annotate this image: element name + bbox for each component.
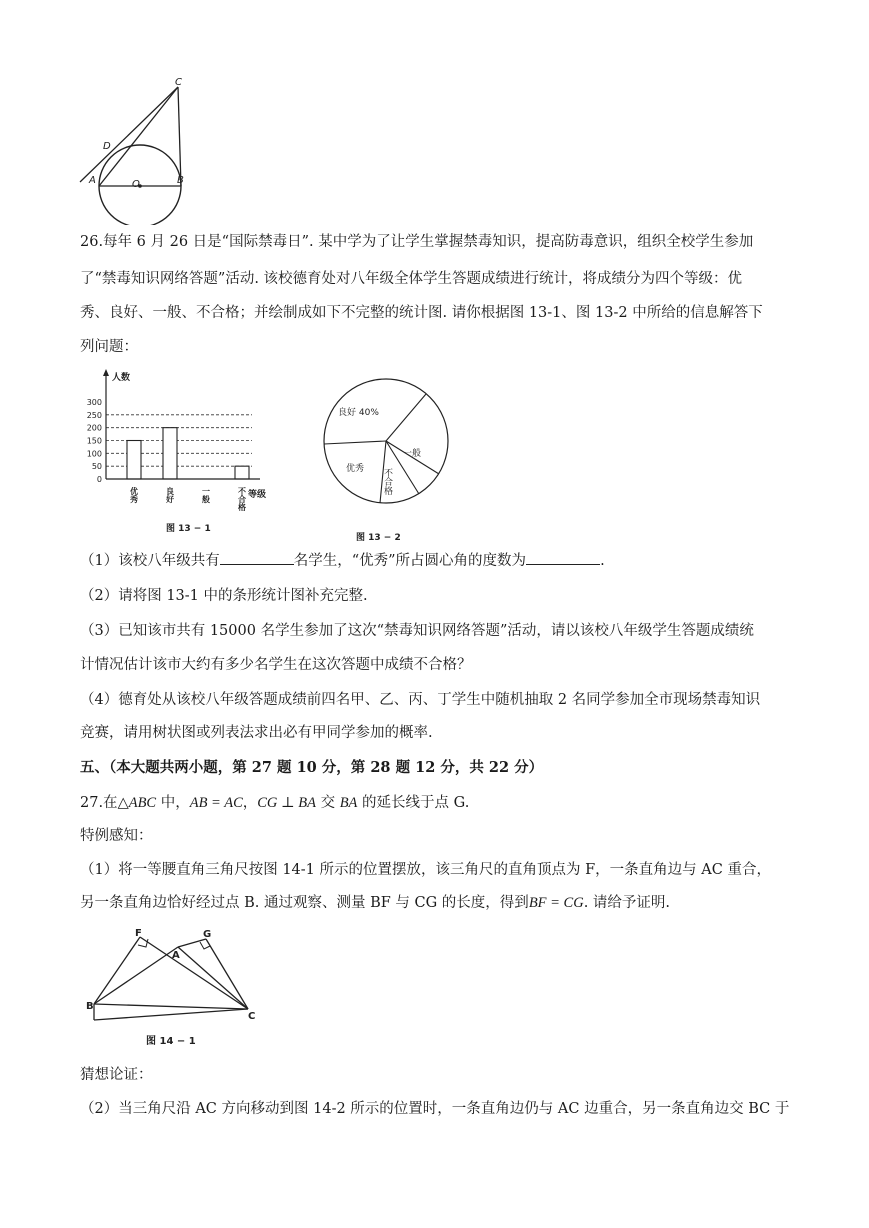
bar-chart-y-arrow — [103, 369, 109, 376]
bar-0 — [127, 441, 141, 480]
q27-text-b: 中， — [156, 795, 190, 811]
bar-chart-category-label: 一般 — [201, 487, 211, 503]
label-f: F — [135, 928, 142, 939]
bar-chart-ytick-label: 250 — [86, 410, 102, 420]
label-a: A — [89, 175, 96, 186]
q27-eq-ab-ac: AB = AC — [189, 795, 243, 811]
q27-part1-text-a: 另一条直角边恰好经过点 B. 通过观察、测量 BF 与 CG 的长度，得到 — [80, 895, 529, 911]
bar-chart-ytick-label: 150 — [86, 436, 102, 446]
pie-chart-title: 图 13 − 2 — [356, 533, 401, 543]
label-d: D — [103, 141, 111, 152]
label-a-14: A — [172, 950, 180, 961]
q27-intro: 27.在 — [80, 795, 118, 811]
bar-chart-ytick-label: 0 — [96, 475, 102, 484]
q27-heading-special: 特例感知： — [80, 828, 153, 844]
q27-part1-line-2 — [80, 893, 670, 913]
q26-sub1-part-b: 名学生，“优秀”所占圆心角的度数为 — [293, 553, 527, 569]
pie-slice-label-good: 良好 40% — [338, 408, 379, 418]
bar-3 — [235, 466, 249, 479]
bar-chart-ytick-label: 300 — [86, 398, 102, 407]
bar-chart-xlabel: 等级 — [248, 490, 267, 500]
q26-line-4: 列问题： — [80, 339, 138, 355]
q27-part1-line-1: （1）将一等腰直角三角尺按图 14-1 所示的位置摆放，该三角尺的直角顶点为 F，一条直角边与 AC 重合， — [80, 862, 771, 878]
bar-chart-category-label: 良好 — [165, 487, 175, 503]
section-5-heading: 五、（本大题共两小题，第 27 题 10 分，第 28 题 12 分，共 22 分） — [80, 759, 544, 776]
bar-chart-category-label: 优秀 — [129, 487, 139, 503]
answer-blank-1[interactable] — [220, 550, 294, 565]
bar-chart-ytick-label: 50 — [91, 462, 102, 472]
pie-chart-13-2 — [316, 370, 456, 545]
label-o: O — [132, 179, 140, 190]
q27-part2-line-1: （2）当三角尺沿 AC 方向移动到图 14-2 所示的位置时，一条直角边仍与 AC 边重合，另一条直角边交 BC 于 — [80, 1101, 790, 1117]
q27-heading-conjecture: 猜想论证： — [80, 1067, 153, 1083]
q27-triangle: △ABC — [117, 795, 157, 811]
label-b: B — [177, 175, 184, 186]
circle-tangent-figure — [75, 75, 205, 225]
q26-sub4-line-2: 竞赛，请用树状图或列表法求出必有甲同学参加的概率. — [80, 725, 433, 741]
q26-sub3-line-2: 计情况估计该市大约有多少名学生在这次答题中成绩不合格？ — [80, 657, 472, 673]
q27-part1-text-b: . 请给予证明. — [583, 895, 671, 911]
answer-blank-2[interactable] — [526, 550, 600, 565]
label-g: G — [203, 929, 212, 940]
bar-chart-ytick-label: 100 — [86, 449, 102, 459]
q26-sub1-part-c: . — [600, 553, 605, 569]
q26-sub1-part-a: （1）该校八年级共有 — [80, 553, 220, 569]
bar-chart-category-label: 不合格 — [237, 487, 247, 511]
q26-sub2: （2）请将图 13-1 中的条形统计图补充完整. — [80, 588, 368, 604]
bar-chart-title: 图 13 − 1 — [166, 524, 211, 534]
bar-chart-ylabel: 人数 — [112, 373, 131, 383]
q27-text-e: 的延长线于点 G. — [357, 795, 470, 811]
q27-line-1 — [80, 793, 469, 813]
pie-slice-label-excellent: 优秀 — [346, 464, 365, 474]
q26-line-2: 了“禁毒知识网络答题”活动. 该校德育处对八年级全体学生答题成绩进行统计，将成绩分为四个等级：优 — [80, 271, 743, 287]
q26-line-3: 秀、良好、一般、不合格；并绘制成如下不完整的统计图. 请你根据图 13-1、图 13-2 中所给的信息解答下 — [80, 305, 763, 321]
pie-slice-label-average: 一般 — [403, 449, 422, 459]
pie-slice-label-fail: 不合格 — [382, 468, 392, 495]
label-b-14: B — [86, 1001, 94, 1012]
q26-line-1: 26.每年 6 月 26 日是“国际禁毒日”. 某中学为了让学生掌握禁毒知识，提高防毒意识，组织全校学生参加 — [80, 234, 754, 250]
bar-chart-ytick-label: 200 — [86, 423, 102, 433]
q27-eq-bf-cg: BF = CG — [528, 895, 584, 911]
bar-chart-13-1 — [82, 366, 282, 536]
q26-sub3-line-1: （3）已知该市共有 15000 名学生参加了这次“禁毒知识网络答题”活动，请以该校八年级学生答题成绩统 — [80, 623, 754, 639]
q26-sub4-line-1: （4）德育处从该校八年级答题成绩前四名甲、乙、丙、丁学生中随机抽取 2 名同学参加全市现场禁毒知识 — [80, 692, 761, 708]
q27-eq-cg-ba: CG ⊥ BA — [257, 795, 316, 811]
label-c-14: C — [248, 1011, 256, 1022]
figure-14-1-caption: 图 14 − 1 — [146, 1036, 196, 1047]
q27-ba: BA — [339, 795, 358, 811]
q27-text-d: 交 — [315, 795, 340, 811]
bar-1 — [163, 428, 177, 479]
q27-text-c: ， — [242, 795, 258, 811]
triangle-figure-14-1 — [82, 925, 272, 1055]
label-c: C — [175, 77, 182, 88]
q26-sub1 — [80, 550, 605, 571]
